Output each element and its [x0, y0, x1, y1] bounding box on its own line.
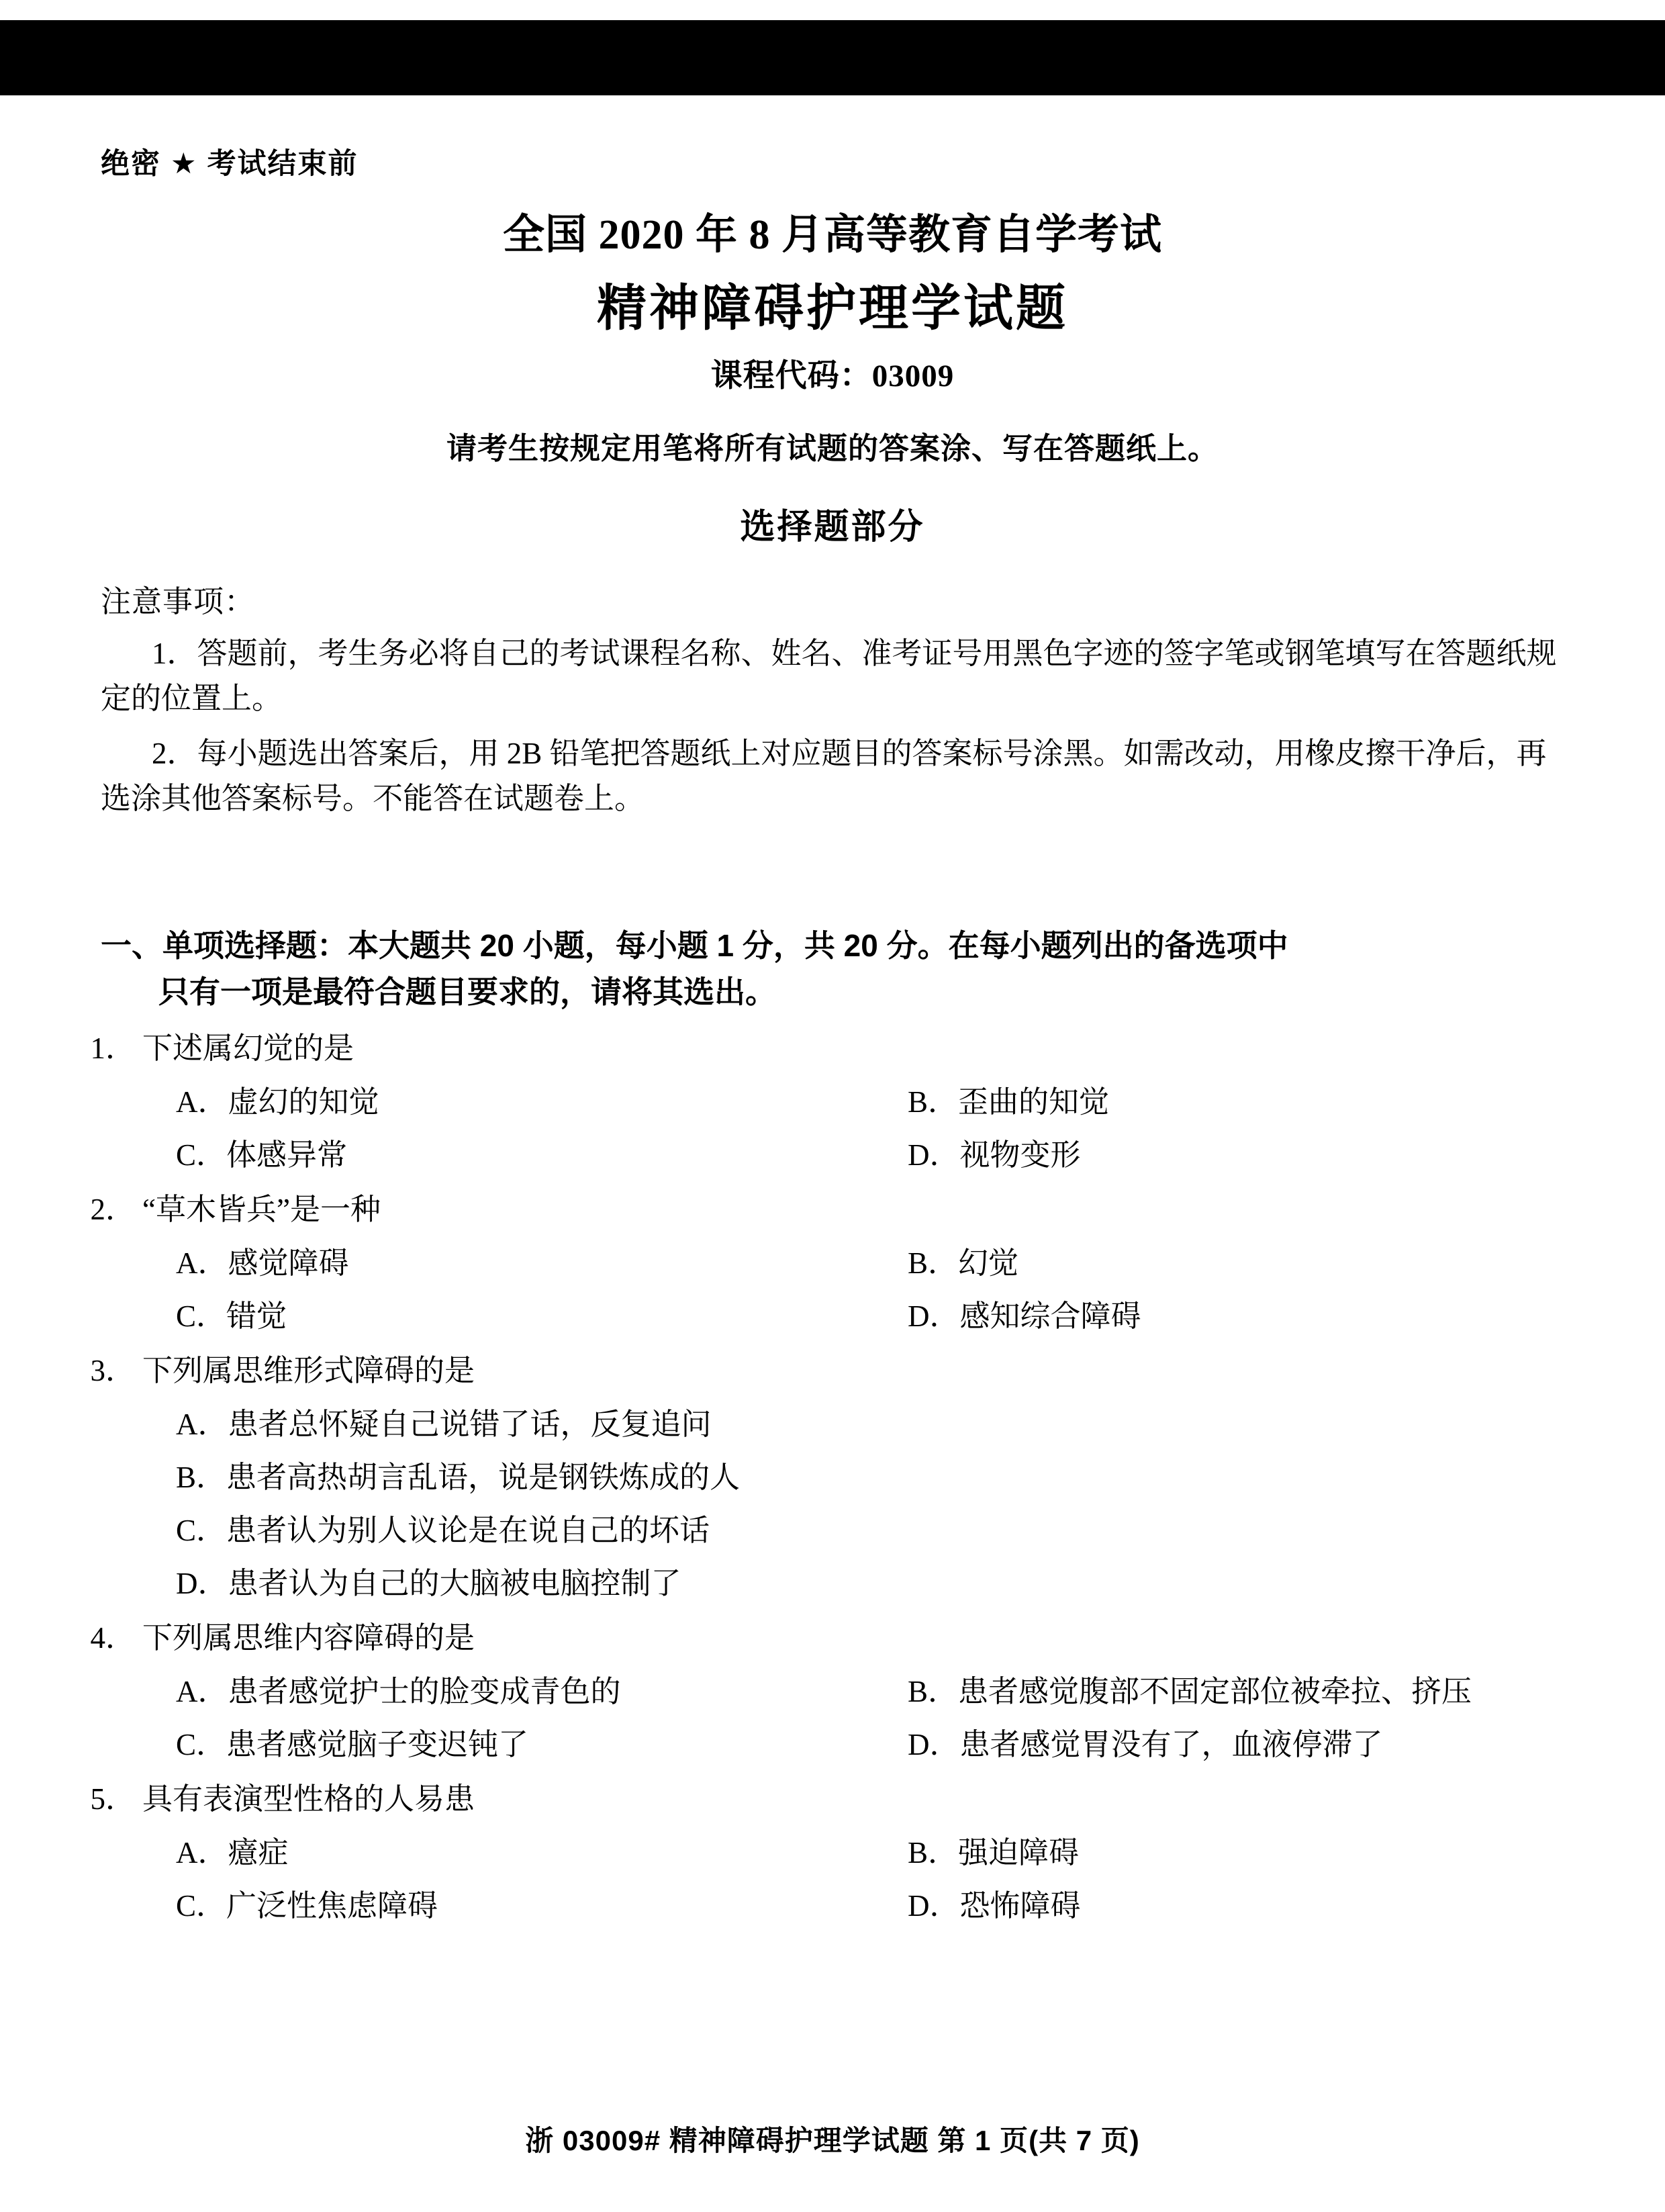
option-text: 强迫障碍: [958, 1835, 1080, 1870]
question-item: [90, 1027, 1564, 1177]
option-label: C．: [176, 1727, 227, 1761]
option-label: B．: [908, 1085, 959, 1119]
option-text: 患者感觉护士的脸变成青色的: [228, 1674, 621, 1708]
option-choice[interactable]: [101, 1671, 832, 1713]
page-footer: 浙 03009# 精神障碍护理学试题 第 1 页(共 7 页): [525, 2125, 1140, 2156]
option-choice[interactable]: [101, 1510, 1564, 1552]
course-code-value: 03009: [871, 359, 955, 394]
option-text: 患者感觉腹部不固定部位被牵拉、挤压: [958, 1674, 1472, 1708]
scan-artifact-black-band: [0, 20, 1665, 95]
question-text: 下列属思维内容障碍的是: [142, 1621, 475, 1655]
option-label: A．: [176, 1246, 228, 1281]
notes-title: 注意事项：: [101, 585, 256, 618]
option-choice[interactable]: [101, 1832, 832, 1874]
pen-usage-notice: 请考生按规定用笔将所有试题的答案涂、写在答题纸上。: [446, 431, 1219, 465]
question-number: 2．: [90, 1193, 136, 1227]
option-row: [101, 1403, 1564, 1446]
option-row: [101, 1510, 1564, 1552]
option-row: [101, 1724, 1564, 1766]
option-choice[interactable]: [832, 1242, 1564, 1285]
option-text: 患者总怀疑自己说错了话，反复追问: [228, 1408, 712, 1442]
option-choice[interactable]: [101, 1457, 1564, 1499]
option-choice[interactable]: [832, 1081, 1564, 1123]
option-choice[interactable]: [101, 1403, 1564, 1446]
course-code: [101, 351, 1564, 396]
question-text: “草木皆兵”是一种: [142, 1193, 381, 1227]
option-text: 视物变形: [959, 1138, 1081, 1172]
question-text: 下述属幻觉的是: [142, 1031, 354, 1066]
section-banner-multiple-choice: 选择题部分: [740, 508, 925, 547]
question-number: 4．: [90, 1621, 136, 1655]
question-number: 5．: [90, 1782, 136, 1816]
spacer: [101, 821, 1564, 923]
question-number: 3．: [90, 1354, 136, 1388]
confidential-notice: [101, 141, 1564, 182]
question-text: 下列属思维形式障碍的是: [142, 1354, 475, 1388]
question-item: [90, 1778, 1564, 1927]
note-item: 2．每小题选出答案后，用 2B 铅笔把答题纸上对应题目的答案标号涂黑。如需改动，用橡皮擦干净后，再选涂其他答案标号。不能答在试题卷上。: [101, 737, 1547, 815]
option-choice[interactable]: [101, 1295, 832, 1338]
confidential-label: 绝密: [101, 148, 161, 180]
option-label: D．: [908, 1299, 960, 1334]
exam-title: 全国 2020 年 8 月高等教育自学考试: [502, 212, 1162, 258]
option-text: 癔症: [228, 1835, 289, 1870]
part-one-heading-line2: 只有一项是最符合题目要求的，请将其选出。: [158, 974, 776, 1010]
option-choice[interactable]: [101, 1081, 832, 1123]
option-label: D．: [176, 1567, 228, 1601]
option-row: [101, 1832, 1564, 1874]
option-choice[interactable]: [832, 1832, 1564, 1874]
question-item: [90, 1617, 1564, 1766]
option-choice[interactable]: [101, 1134, 832, 1177]
question-item: [90, 1350, 1564, 1605]
option-text: 歪曲的知觉: [958, 1085, 1110, 1119]
option-label: B．: [908, 1835, 959, 1870]
option-label: C．: [176, 1514, 227, 1548]
option-text: 广泛性焦虑障碍: [226, 1888, 438, 1923]
part-one-heading-line1: 一、单项选择题：本大题共 20 小题，每小题 1 分，共 20 分。在每小题列出的备选项中: [101, 928, 1288, 964]
option-text: 患者感觉脑子变迟钝了: [226, 1727, 529, 1761]
option-row: [101, 1671, 1564, 1713]
course-code-label: 课程代码: [710, 359, 840, 394]
option-row: [101, 1081, 1564, 1123]
option-text: 幻觉: [958, 1246, 1019, 1281]
option-choice[interactable]: [101, 1563, 1564, 1605]
course-code-separator: ：: [839, 359, 872, 394]
option-text: 恐怖障碍: [959, 1888, 1081, 1923]
option-text: 感觉障碍: [228, 1246, 349, 1281]
option-label: C．: [176, 1299, 227, 1334]
subject-title: 精神障碍护理学试题: [597, 280, 1068, 336]
option-text: 患者认为自己的大脑被电脑控制了: [228, 1567, 681, 1601]
question-number: 1．: [90, 1031, 136, 1066]
question-stem: [90, 1778, 1564, 1821]
option-row: [101, 1885, 1564, 1927]
option-label: B．: [908, 1246, 959, 1281]
page-content: [0, 95, 1665, 1927]
option-text: 感知综合障碍: [959, 1299, 1141, 1334]
option-label: C．: [176, 1888, 227, 1923]
option-label: D．: [908, 1138, 960, 1172]
option-label: B．: [176, 1461, 227, 1495]
option-choice[interactable]: [832, 1134, 1564, 1177]
star-icon: ★: [171, 148, 198, 180]
question-stem: [90, 1189, 1564, 1232]
option-choice[interactable]: [832, 1724, 1564, 1766]
option-row: [101, 1242, 1564, 1285]
option-choice[interactable]: [101, 1885, 832, 1927]
option-label: A．: [176, 1835, 228, 1870]
option-text: 患者认为别人议论是在说自己的坏话: [226, 1514, 710, 1548]
option-row: [101, 1563, 1564, 1605]
option-row: [101, 1457, 1564, 1499]
question-stem: [90, 1350, 1564, 1393]
option-row: [101, 1134, 1564, 1177]
option-label: A．: [176, 1408, 228, 1442]
note-item: 1．答题前，考生务必将自己的考试课程名称、姓名、准考证号用黑色字迹的签字笔或钢笔填写在答题纸规定的位置上。: [101, 637, 1557, 715]
option-choice[interactable]: [832, 1885, 1564, 1927]
confidential-until-label: 考试结束前: [207, 148, 359, 180]
option-text: 患者感觉胃没有了，血液停滞了: [959, 1727, 1383, 1761]
option-text: 错觉: [226, 1299, 287, 1334]
option-choice[interactable]: [101, 1242, 832, 1285]
option-label: A．: [176, 1085, 228, 1119]
option-label: B．: [908, 1674, 959, 1708]
option-choice[interactable]: [101, 1724, 832, 1766]
option-label: A．: [176, 1674, 228, 1708]
option-label: D．: [908, 1888, 960, 1923]
question-text: 具有表演型性格的人易患: [142, 1782, 475, 1816]
option-text: 体感异常: [226, 1138, 348, 1172]
option-label: C．: [176, 1138, 227, 1172]
option-row: [101, 1295, 1564, 1338]
option-choice[interactable]: [832, 1295, 1564, 1338]
option-label: D．: [908, 1727, 960, 1761]
question-item: [90, 1189, 1564, 1338]
question-stem: [90, 1027, 1564, 1070]
question-stem: [90, 1617, 1564, 1660]
part-one-heading: [101, 923, 1564, 1015]
option-choice[interactable]: [832, 1671, 1564, 1713]
option-text: 患者高热胡言乱语，说是钢铁炼成的人: [226, 1461, 741, 1495]
option-text: 虚幻的知觉: [228, 1085, 379, 1119]
